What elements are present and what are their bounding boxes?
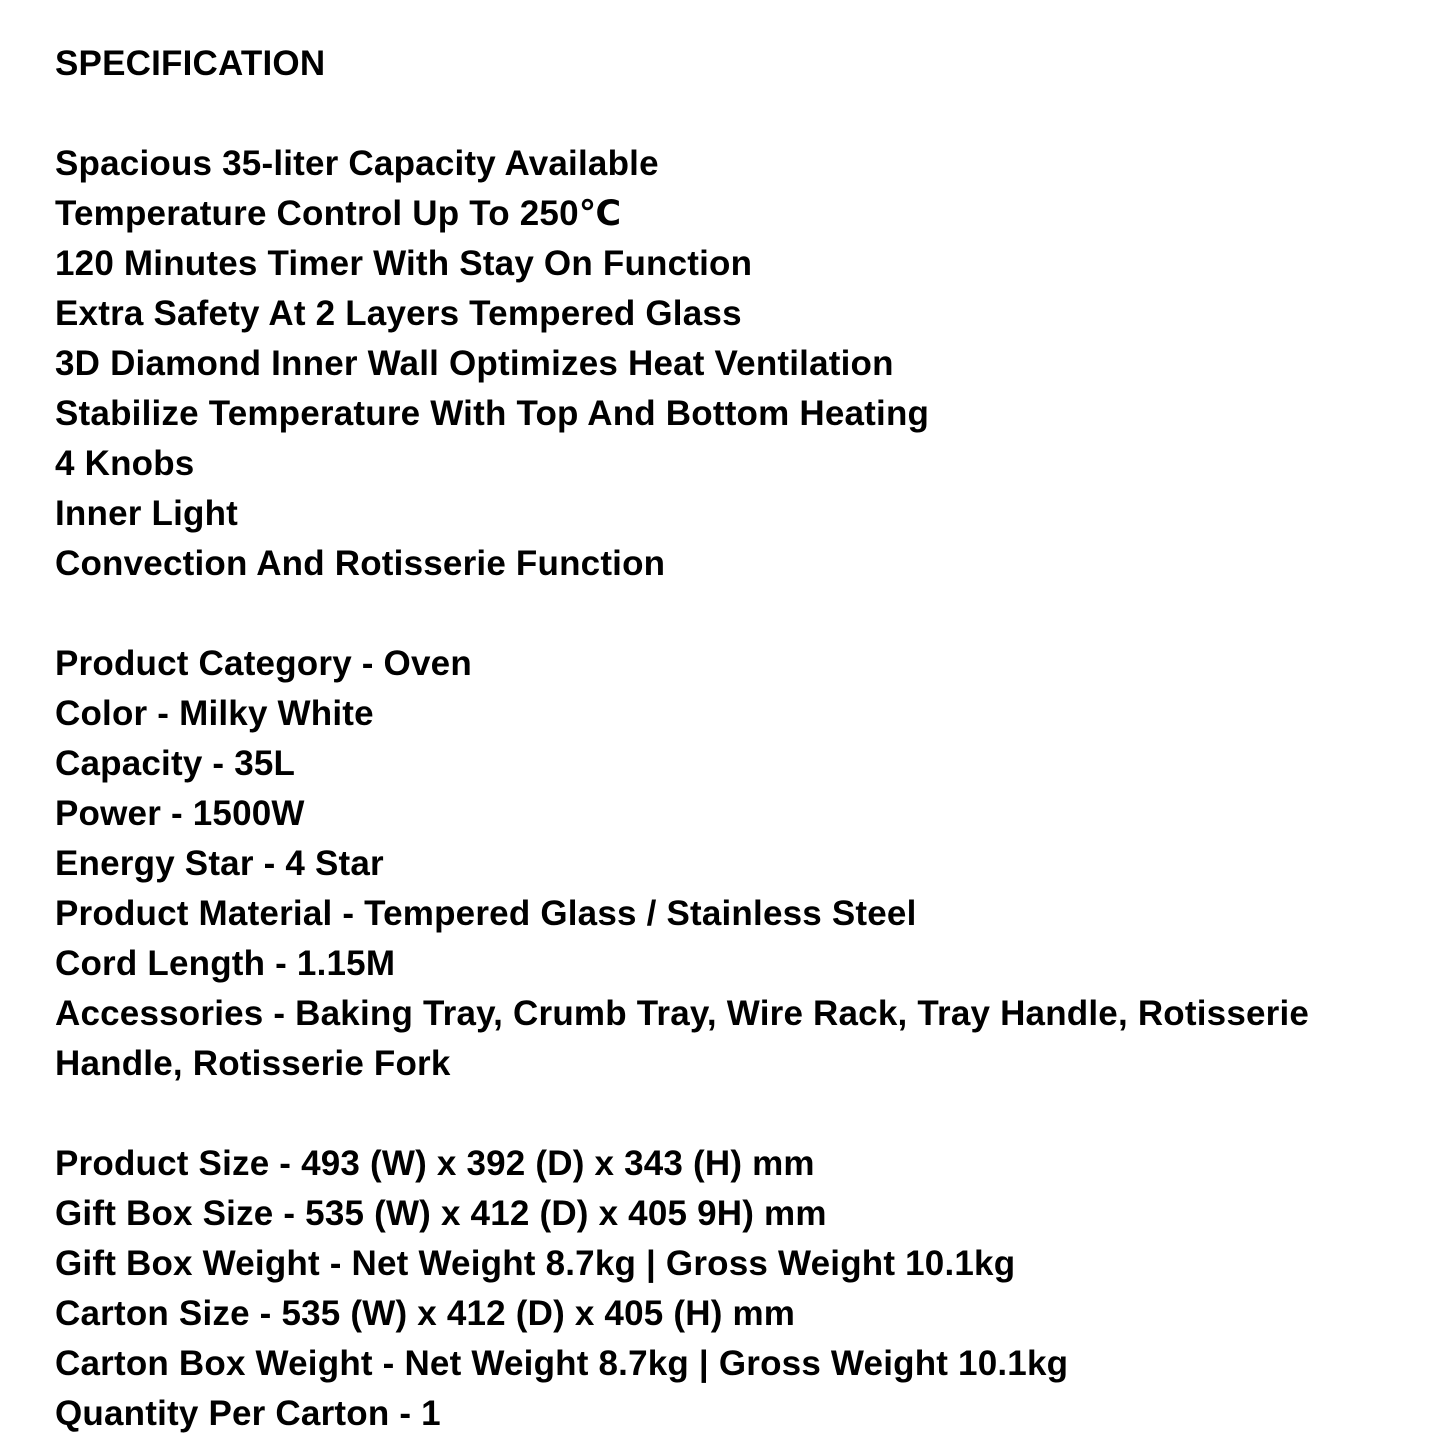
page-title: SPECIFICATION [55, 44, 326, 83]
product-details-list [55, 639, 1395, 1089]
detail-item: Cord Length - 1.15M [55, 944, 396, 983]
feature-item: 120 Minutes Timer With Stay On Function [55, 244, 753, 283]
packaging-item: Carton Size - 535 (W) x 412 (D) x 405 (H) mm [55, 1294, 796, 1333]
feature-item: Inner Light [55, 494, 239, 533]
packaging-item: Quantity Per Carton - 1 [55, 1394, 441, 1433]
detail-item: Capacity - 35L [55, 744, 296, 783]
features-list [55, 139, 1395, 589]
detail-item: Energy Star - 4 Star [55, 844, 384, 883]
feature-item: 3D Diamond Inner Wall Optimizes Heat Ventilation [55, 344, 894, 383]
packaging-list [55, 1139, 1395, 1439]
packaging-item: Carton Box Weight - Net Weight 8.7kg | Gross Weight 10.1kg [55, 1344, 1069, 1383]
feature-item: Convection And Rotisserie Function [55, 544, 666, 583]
feature-item: Stabilize Temperature With Top And Bottom Heating [55, 394, 930, 433]
detail-item-accessories: Accessories - Baking Tray, Crumb Tray, Wire Rack, Tray Handle, Rotisserie Handle, Rotisserie Fork [55, 994, 1310, 1083]
feature-item: Extra Safety At 2 Layers Tempered Glass [55, 294, 742, 333]
packaging-item: Gift Box Size - 535 (W) x 412 (D) x 405 9H) mm [55, 1194, 827, 1233]
detail-item: Product Material - Tempered Glass / Stainless Steel [55, 894, 917, 933]
feature-item: 4 Knobs [55, 444, 195, 483]
detail-item: Product Category - Oven [55, 644, 472, 683]
specification-sheet [55, 39, 1395, 1439]
detail-item: Power - 1500W [55, 794, 305, 833]
detail-item: Color - Milky White [55, 694, 374, 733]
packaging-item: Gift Box Weight - Net Weight 8.7kg | Gross Weight 10.1kg [55, 1244, 1016, 1283]
packaging-item: Product Size - 493 (W) x 392 (D) x 343 (H) mm [55, 1144, 815, 1183]
feature-item: Temperature Control Up To 250℃ [55, 194, 622, 233]
feature-item: Spacious 35-liter Capacity Available [55, 144, 659, 183]
